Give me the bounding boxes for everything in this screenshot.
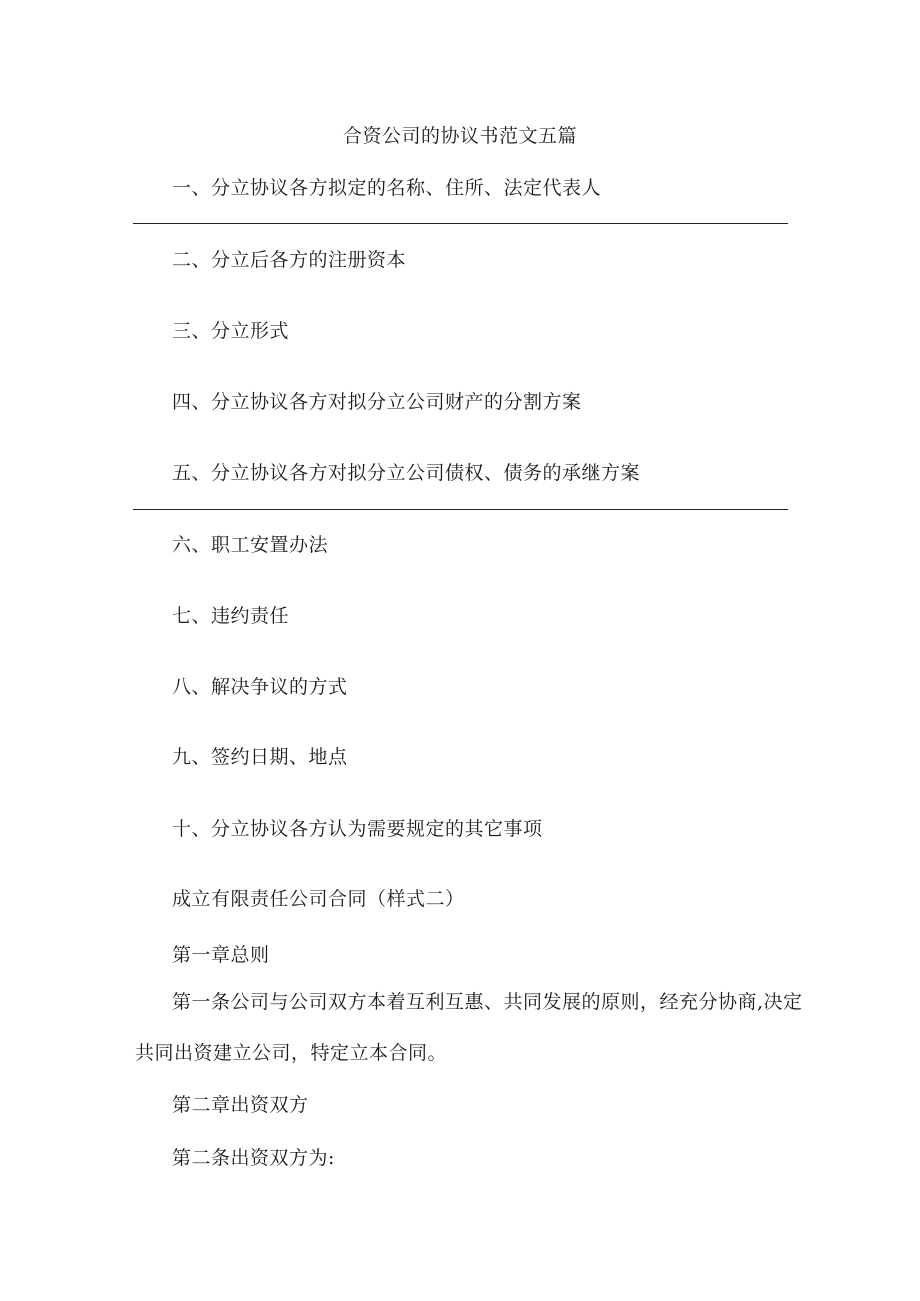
list-item: 三、分立形式	[172, 320, 290, 342]
list-item: 二、分立后各方的注册资本	[172, 249, 407, 271]
paragraph-line: 共同出资建立公司，特定立本合同。	[135, 1042, 448, 1064]
list-item: 一、分立协议各方拟定的名称、住所、法定代表人	[172, 177, 602, 199]
chapter-heading: 第一章总则	[172, 944, 270, 966]
paragraph-line: 第一条公司与公司双方本着互利互惠、共同发展的原则，经充分协商,决定	[172, 991, 803, 1013]
list-item: 七、违约责任	[172, 605, 290, 627]
list-item: 五、分立协议各方对拟分立公司债权、债务的承继方案	[172, 462, 641, 484]
document-title: 合资公司的协议书范文五篇	[342, 125, 577, 147]
contract-heading: 成立有限责任公司合同（样式二）	[172, 888, 465, 910]
horizontal-rule	[133, 223, 788, 224]
list-item: 四、分立协议各方对拟分立公司财产的分割方案	[172, 391, 582, 413]
chapter-heading: 第二章出资双方	[172, 1094, 309, 1116]
horizontal-rule	[133, 509, 788, 510]
paragraph-line: 第二条出资双方为:	[172, 1147, 335, 1169]
list-item: 九、签约日期、地点	[172, 746, 348, 768]
list-item: 十、分立协议各方认为需要规定的其它事项	[172, 818, 543, 840]
list-item: 六、职工安置办法	[172, 534, 329, 556]
list-item: 八、解决争议的方式	[172, 676, 348, 698]
